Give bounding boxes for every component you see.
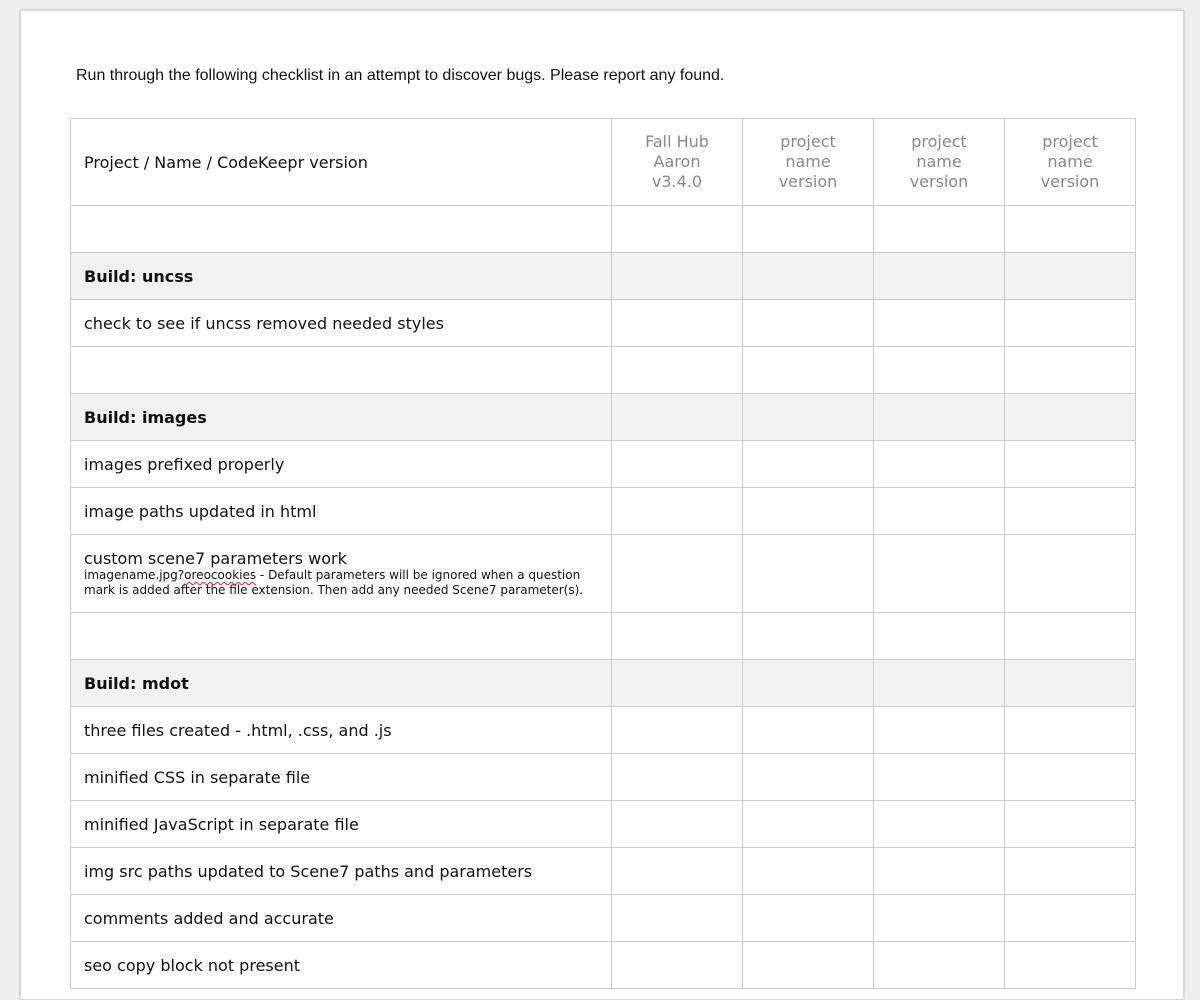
check-cell[interactable] xyxy=(612,801,743,848)
check-cell[interactable] xyxy=(743,660,874,707)
check-cell[interactable] xyxy=(612,535,743,613)
project-name: project xyxy=(1042,132,1098,151)
table-header-row xyxy=(71,119,1136,206)
check-cell[interactable] xyxy=(612,300,743,347)
check-cell[interactable] xyxy=(874,613,1005,660)
check-cell[interactable] xyxy=(1005,206,1136,253)
section-label: Build: mdot xyxy=(71,660,612,707)
check-cell[interactable] xyxy=(612,895,743,942)
project-column-header xyxy=(743,119,874,206)
check-cell[interactable] xyxy=(874,300,1005,347)
intro-text: Run through the following checklist in an attempt to discover bugs. Please report any found. xyxy=(76,67,725,84)
check-cell[interactable] xyxy=(743,488,874,535)
project-owner: Aaron xyxy=(653,152,701,171)
section-row xyxy=(71,660,1136,707)
blank-row xyxy=(71,206,1136,253)
checklist-row xyxy=(71,848,1136,895)
check-cell[interactable] xyxy=(743,895,874,942)
check-cell[interactable] xyxy=(1005,754,1136,801)
project-owner: name xyxy=(785,152,831,171)
check-cell[interactable] xyxy=(612,613,743,660)
row-label: images prefixed properly xyxy=(71,441,612,488)
checklist-table xyxy=(70,118,1136,989)
check-cell[interactable] xyxy=(743,754,874,801)
check-cell[interactable] xyxy=(1005,300,1136,347)
row-label: minified JavaScript in separate file xyxy=(71,801,612,848)
check-cell[interactable] xyxy=(1005,613,1136,660)
check-cell[interactable] xyxy=(1005,535,1136,613)
check-cell[interactable] xyxy=(612,347,743,394)
check-cell[interactable] xyxy=(743,707,874,754)
project-name: project xyxy=(911,132,967,151)
header-label: Project / Name / CodeKeepr version xyxy=(71,119,612,206)
project-column-header xyxy=(612,119,743,206)
document-page xyxy=(20,10,1184,1000)
check-cell[interactable] xyxy=(612,253,743,300)
check-cell[interactable] xyxy=(743,801,874,848)
check-cell[interactable] xyxy=(743,394,874,441)
project-version: v3.4.0 xyxy=(651,172,703,191)
row-label xyxy=(71,206,612,253)
check-cell[interactable] xyxy=(874,848,1005,895)
check-cell[interactable] xyxy=(874,707,1005,754)
section-label: Build: uncss xyxy=(71,253,612,300)
row-label: comments added and accurate xyxy=(71,895,612,942)
section-row xyxy=(71,253,1136,300)
checklist-row xyxy=(71,300,1136,347)
section-row xyxy=(71,394,1136,441)
check-cell[interactable] xyxy=(743,300,874,347)
check-cell[interactable] xyxy=(874,488,1005,535)
project-version: version xyxy=(909,172,969,191)
checklist-row xyxy=(71,754,1136,801)
check-cell[interactable] xyxy=(743,613,874,660)
project-column-header xyxy=(874,119,1005,206)
checklist-row xyxy=(71,942,1136,989)
note-line1-rest: - Default parameters will be ignored when a question xyxy=(256,568,581,582)
checklist-row xyxy=(71,535,1136,613)
check-cell[interactable] xyxy=(874,535,1005,613)
check-cell[interactable] xyxy=(743,253,874,300)
check-cell[interactable] xyxy=(874,441,1005,488)
check-cell[interactable] xyxy=(874,394,1005,441)
checklist-row xyxy=(71,707,1136,754)
check-cell[interactable] xyxy=(612,394,743,441)
row-label: three files created - .html, .css, and .js xyxy=(71,707,612,754)
check-cell[interactable] xyxy=(612,754,743,801)
check-cell[interactable] xyxy=(612,942,743,989)
check-cell[interactable] xyxy=(743,535,874,613)
check-cell[interactable] xyxy=(1005,895,1136,942)
project-version: version xyxy=(778,172,838,191)
check-cell[interactable] xyxy=(874,754,1005,801)
check-cell[interactable] xyxy=(874,895,1005,942)
row-label: custom scene7 parameters work xyxy=(84,549,347,568)
check-cell[interactable] xyxy=(874,942,1005,989)
check-cell[interactable] xyxy=(874,206,1005,253)
check-cell[interactable] xyxy=(1005,441,1136,488)
check-cell[interactable] xyxy=(1005,253,1136,300)
check-cell[interactable] xyxy=(743,347,874,394)
check-cell[interactable] xyxy=(612,206,743,253)
row-label xyxy=(71,613,612,660)
checklist-row xyxy=(71,488,1136,535)
project-name: Fall Hub xyxy=(645,132,709,151)
checklist-row xyxy=(71,801,1136,848)
check-cell[interactable] xyxy=(1005,942,1136,989)
check-cell[interactable] xyxy=(1005,707,1136,754)
row-label: minified CSS in separate file xyxy=(71,754,612,801)
row-label xyxy=(71,347,612,394)
project-owner: name xyxy=(916,152,962,171)
section-label: Build: images xyxy=(71,394,612,441)
project-version: version xyxy=(1040,172,1100,191)
check-cell[interactable] xyxy=(1005,848,1136,895)
row-label: seo copy block not present xyxy=(71,942,612,989)
check-cell[interactable] xyxy=(743,942,874,989)
check-cell[interactable] xyxy=(1005,488,1136,535)
check-cell[interactable] xyxy=(743,206,874,253)
check-cell[interactable] xyxy=(612,488,743,535)
row-label: check to see if uncss removed needed styles xyxy=(71,300,612,347)
check-cell[interactable] xyxy=(612,441,743,488)
checklist-row xyxy=(71,441,1136,488)
checklist-row xyxy=(71,895,1136,942)
row-label: image paths updated in html xyxy=(71,488,612,535)
check-cell[interactable] xyxy=(612,660,743,707)
check-cell[interactable] xyxy=(1005,347,1136,394)
note-line2: mark is added after the file extension. Then add any needed Scene7 parameter(s). xyxy=(84,583,584,597)
project-name: project xyxy=(780,132,836,151)
check-cell[interactable] xyxy=(1005,660,1136,707)
note-prefix: imagename.jpg? xyxy=(84,568,185,582)
blank-row xyxy=(71,347,1136,394)
check-cell[interactable] xyxy=(874,347,1005,394)
check-cell[interactable] xyxy=(1005,394,1136,441)
check-cell[interactable] xyxy=(743,848,874,895)
check-cell[interactable] xyxy=(874,660,1005,707)
check-cell[interactable] xyxy=(874,253,1005,300)
blank-row xyxy=(71,613,1136,660)
row-label: img src paths updated to Scene7 paths and parameters xyxy=(71,848,612,895)
check-cell[interactable] xyxy=(1005,801,1136,848)
project-column-header xyxy=(1005,119,1136,206)
project-owner: name xyxy=(1047,152,1093,171)
check-cell[interactable] xyxy=(612,848,743,895)
misspelled-word: oreocookies xyxy=(184,568,257,582)
check-cell[interactable] xyxy=(743,441,874,488)
check-cell[interactable] xyxy=(874,801,1005,848)
row-note xyxy=(84,568,598,598)
check-cell[interactable] xyxy=(612,707,743,754)
row-label-with-note xyxy=(71,535,612,613)
